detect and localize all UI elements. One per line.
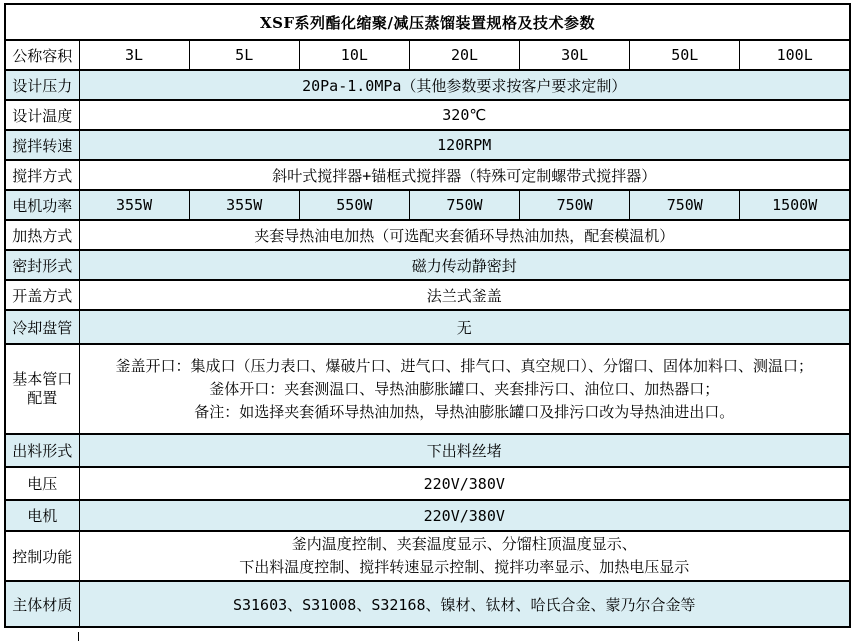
cell-power-2: 355W	[189, 190, 299, 220]
control-functions-line1: 釜内温度控制、夹套温度显示、分馏柱顶温度显示、	[291, 535, 637, 553]
row-label: 密封形式	[5, 250, 79, 280]
table-row-stir-type	[5, 160, 850, 190]
row-value: 夹套导热油电加热（可选配夹套循环导热油加热，配套模温机）	[79, 220, 850, 250]
row-label: 搅拌转速	[5, 130, 79, 160]
row-value: 磁力传动静密封	[79, 250, 850, 280]
cell-power-5: 750W	[520, 190, 630, 220]
cell-volume-2: 5L	[189, 40, 299, 70]
table-row-stir-speed	[5, 130, 850, 160]
table-row-lid-opening	[5, 280, 850, 310]
table-row-discharge-type	[5, 434, 850, 467]
table-row-design-temperature	[5, 100, 850, 130]
table-row-design-pressure	[5, 70, 850, 100]
row-value	[79, 344, 850, 434]
cell-volume-3: 10L	[299, 40, 409, 70]
row-label-line1: 基本管口	[12, 370, 73, 388]
row-value: 斜叶式搅拌器+锚框式搅拌器（特殊可定制螺带式搅拌器）	[79, 160, 850, 190]
row-label: 电机	[5, 500, 79, 531]
cell-volume-1: 3L	[79, 40, 189, 70]
row-label	[5, 344, 79, 434]
row-label: 设计压力	[5, 70, 79, 100]
cell-volume-6: 50L	[630, 40, 740, 70]
table-row-nominal-volume	[5, 40, 850, 70]
row-value: 320℃	[79, 100, 850, 130]
cell-power-1: 355W	[79, 190, 189, 220]
control-functions-line2: 下出料温度控制、搅拌转速显示控制、搅拌功率显示、加热电压显示	[239, 558, 690, 576]
row-value: 法兰式釜盖	[79, 280, 850, 310]
row-label: 加热方式	[5, 220, 79, 250]
cell-volume-5: 30L	[520, 40, 630, 70]
row-label: 控制功能	[5, 531, 79, 581]
cell-power-6: 750W	[630, 190, 740, 220]
partial-next-row	[4, 632, 851, 641]
table-row-cooling-coil	[5, 310, 850, 344]
row-label: 主体材质	[5, 581, 79, 627]
table-row-control-functions	[5, 531, 850, 581]
row-label: 电机功率	[5, 190, 79, 220]
title-row	[5, 4, 850, 40]
row-value: 无	[79, 310, 850, 344]
cell-volume-7: 100L	[740, 40, 850, 70]
row-label: 搅拌方式	[5, 160, 79, 190]
table-row-seal-type	[5, 250, 850, 280]
row-label-line2: 配置	[27, 389, 58, 407]
row-value: 220V/380V	[79, 467, 850, 500]
table-row-voltage	[5, 467, 850, 500]
row-label: 公称容积	[5, 40, 79, 70]
table-row-port-configuration	[5, 344, 850, 434]
table-row-heating-method	[5, 220, 850, 250]
row-value: S31603、S31008、S32168、镍材、钛材、哈氏合金、蒙乃尔合金等	[79, 581, 850, 627]
row-value	[79, 531, 850, 581]
row-label: 设计温度	[5, 100, 79, 130]
cell-volume-4: 20L	[409, 40, 519, 70]
table-row-main-material	[5, 581, 850, 627]
page-title: XSF系列酯化缩聚/减压蒸馏装置规格及技术参数	[5, 4, 850, 40]
table-row-motor-power	[5, 190, 850, 220]
row-value: 120RPM	[79, 130, 850, 160]
table-row-motor	[5, 500, 850, 531]
cell-power-3: 550W	[299, 190, 409, 220]
row-value: 20Pa-1.0MPa（其他参数要求按客户要求定制）	[79, 70, 850, 100]
row-value: 下出料丝堵	[79, 434, 850, 467]
port-config-line-note: 备注：如选择夹套循环导热油加热，导热油膨胀罐口及排污口改为导热油进出口。	[194, 402, 735, 421]
port-config-line-body: 釜体开口：夹套测温口、导热油膨胀罐口、夹套排污口、油位口、加热器口；	[209, 379, 720, 398]
row-label: 出料形式	[5, 434, 79, 467]
row-label: 冷却盘管	[5, 310, 79, 344]
cell-power-4: 750W	[409, 190, 519, 220]
row-label: 开盖方式	[5, 280, 79, 310]
port-config-line-lid: 釜盖开口：集成口（压力表口、爆破片口、进气口、排气口、真空规口）、分馏口、固体加料口、测温口；	[115, 356, 813, 375]
cell-power-7: 1500W	[740, 190, 850, 220]
spec-table	[4, 3, 851, 628]
row-label: 电压	[5, 467, 79, 500]
column-divider-line	[78, 632, 79, 641]
row-value: 220V/380V	[79, 500, 850, 531]
